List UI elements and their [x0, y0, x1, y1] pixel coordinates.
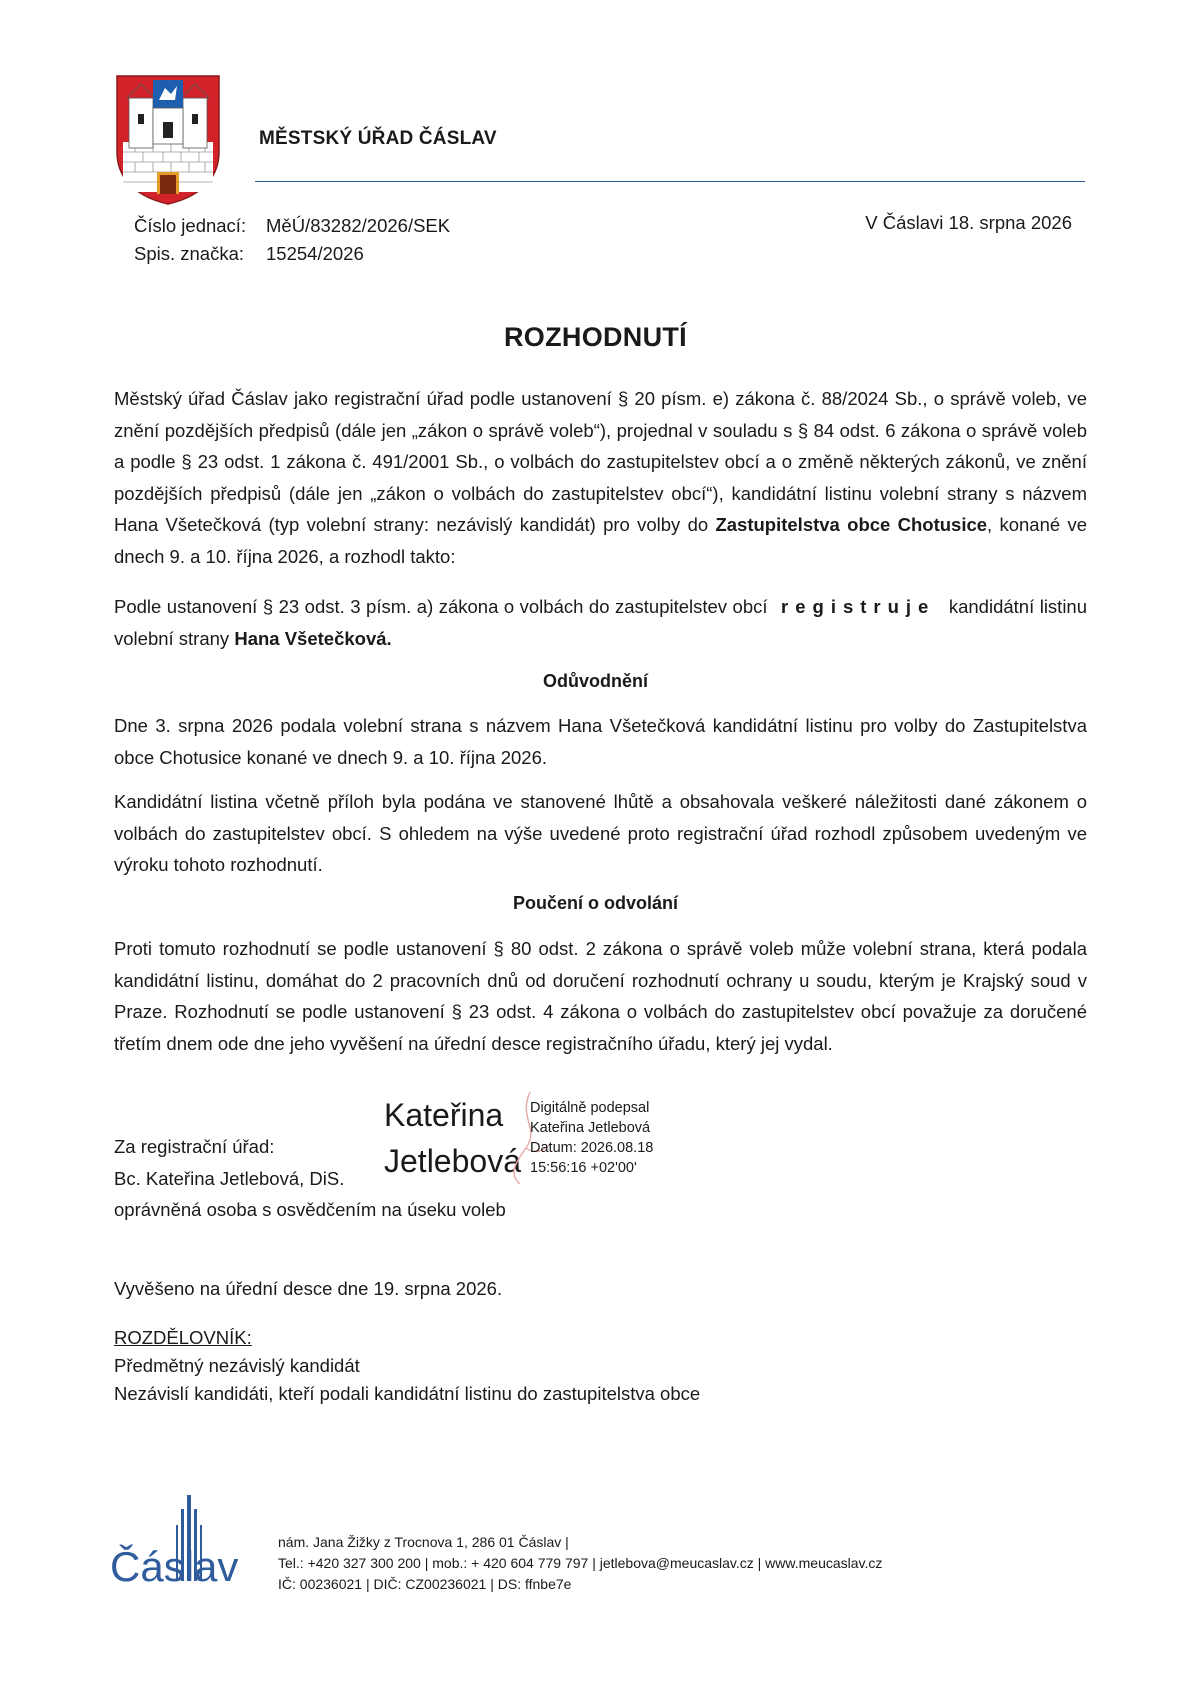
footer-address: nám. Jana Žižky z Trocnova 1, 286 01 Čáslav |: [278, 1534, 569, 1550]
signatory-role: oprávněná osoba s osvědčením na úseku voleb: [114, 1199, 506, 1220]
logo-text: Čáslav: [110, 1543, 239, 1585]
posting-note: Vyvěšeno na úřední desce dne 19. srpna 2026.: [114, 1278, 503, 1299]
file-mark-value: 15254/2026: [266, 243, 364, 264]
reasoning-paragraph-1: Dne 3. srpna 2026 podala volební strana s názvem Hana Všetečková kandidátní listinu pro volby do Zastupitelstva obce Chotusice konané ve dnech 9. a 10. října 2026.: [114, 715, 1087, 768]
intro-text-end: , konané ve dnech 9. a 10. října 2026, a rozhodl takto:: [114, 514, 1087, 567]
decision-text: Podle ustanovení § 23 odst. 3 písm. a) zákona o volbách do zastupitelstev obcí: [114, 596, 768, 617]
signature-detail-line: Datum: 2026.08.18: [530, 1140, 654, 1156]
reference-number-value: MěÚ/83282/2026/SEK: [266, 215, 451, 236]
signatory-name: Bc. Kateřina Jetlebová, DiS.: [114, 1167, 345, 1189]
signature-detail-line: Digitálně podepsal: [530, 1100, 650, 1116]
signature-first-name: Kateřina: [384, 1097, 504, 1133]
decision-paragraph: [114, 591, 1087, 654]
digital-signature-details: [530, 1098, 653, 1178]
appeal-paragraph: Proti tomuto rozhodnutí se podle ustanovení § 80 odst. 2 zákona o správě voleb může volební strana, která podala kandidátní listinu, domáhat do 2 pracovních dnů od doručení rozhodnutí ochrany u soudu, kterým je Krajský soud v Praze. Rozhodnutí se podle ustanovení § 23 odst. 4 zákona o volbách do zastupitelstev obcí považuje za doručené třetím dnem ode dne jeho vyvěšení na úřední desce registračního úřadu, který jej vydal.: [114, 938, 1087, 1054]
decision-text-end: kandidátní listinu volební strany: [114, 596, 1088, 649]
caslav-logo-icon: [110, 1495, 250, 1585]
appeal-heading: Poučení o odvolání: [512, 893, 678, 913]
signature-detail-line: 15:56:16 +02'00': [530, 1160, 637, 1176]
footer-contact: [278, 1532, 882, 1595]
header-rule: [255, 181, 1085, 182]
reasoning-heading: Odůvodnění: [543, 671, 648, 691]
signatory-office: Za registrační úřad:: [114, 1136, 275, 1157]
file-mark-label: Spis. značka:: [134, 243, 245, 264]
party-name: Hana Všetečková.: [234, 627, 392, 649]
office-name: MĚSTSKÝ ÚŘAD ČÁSLAV: [259, 128, 497, 149]
introduction-paragraph: [114, 383, 1087, 572]
document-reference: [134, 212, 450, 268]
decision-verb: registruje: [781, 596, 936, 617]
distribution-item: Nezávislí kandidáti, kteří podali kandidátní listinu do zastupitelstva obce: [114, 1383, 701, 1404]
intro-text: Městský úřad Čáslav jako registrační úřad podle ustanovení § 20 písm. e) zákona č. 88/2024 Sb., o správě voleb, ve znění pozdějších předpisů (dále jen „zákon o správě voleb“), projednal v souladu s § 84 odst. 6 zákona o správě voleb a podle § 23 odst. 1 zákona č. 491/2001 Sb., o volbách do zastupitelstev obcí a o změně některých zákonů, ve znění pozdějších předpisů (dále jen „zákon o volbách do zastupitelstev obcí“), kandidátní listinu volební strany s názvem Hana Všetečková (typ volební strany: nezávislý kandidát) pro volby do: [114, 388, 1087, 535]
footer-registration: IČ: 00236021 | DIČ: CZ00236021 | DS: ffnbe7e: [278, 1576, 572, 1592]
city-coat-of-arms-icon: [113, 74, 223, 206]
signature-last-name: Jetlebová: [384, 1143, 521, 1179]
reasoning-paragraph-2: Kandidátní listina včetně příloh byla podána ve stanovené lhůtě a obsahovala veškeré náležitosti dané zákonem o volbách do zastupitelstev obcí. S ohledem na výše uvedené proto registrační úřad rozhodl způsobem uvedeným ve výroku tohoto rozhodnutí.: [114, 791, 1087, 875]
place-and-date: V Čáslavi 18. srpna 2026: [865, 212, 1072, 233]
signature-detail-line: Kateřina Jetlebová: [530, 1120, 651, 1136]
document-title: ROZHODNUTÍ: [504, 322, 687, 352]
distribution-header: ROZDĚLOVNÍK:: [114, 1327, 252, 1348]
distribution-list: [114, 1324, 700, 1408]
reference-number-label: Číslo jednací:: [134, 215, 247, 236]
reference-number-row: [134, 212, 450, 240]
distribution-item: Předmětný nezávislý kandidát: [114, 1355, 360, 1376]
file-mark-row: [134, 240, 450, 268]
footer-phone-email: Tel.: +420 327 300 200 | mob.: + 420 604 779 797 | jetlebova@meucaslav.cz | www.meucaslav.cz: [278, 1555, 883, 1571]
council-name: Zastupitelstva obce Chotusice: [715, 514, 988, 535]
